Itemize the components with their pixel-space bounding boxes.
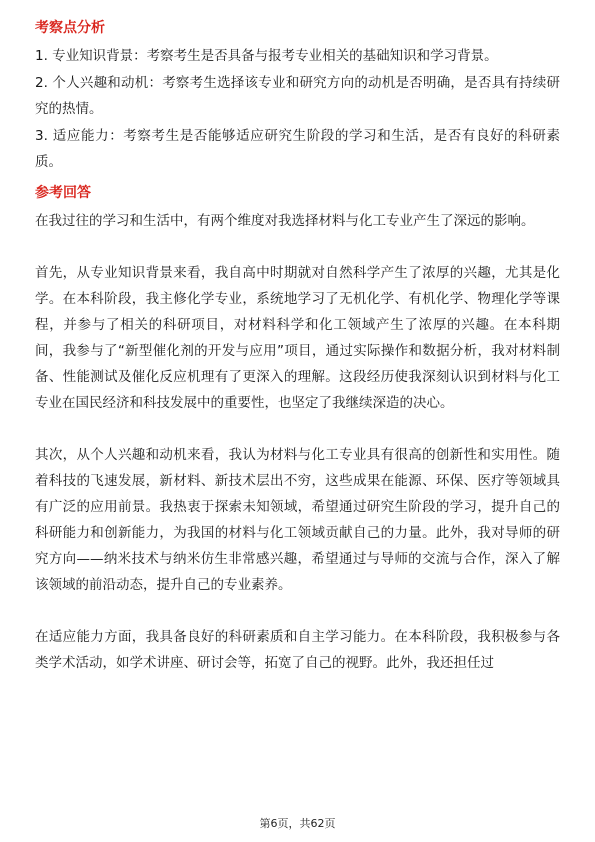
answer-heading: 参考回答: [35, 185, 91, 201]
page-number-footer: 第6页，共62页: [259, 817, 336, 830]
paragraph-spacer: [35, 234, 560, 260]
analysis-point-1: 1. 专业知识背景：考察考生是否具备与报考专业相关的基础知识和学习背景。: [35, 48, 498, 64]
analysis-point-3: 3. 适应能力：考察考生是否能够适应研究生阶段的学习和生活，是否有良好的科研素质。: [35, 128, 560, 170]
analysis-heading: 考察点分析: [35, 20, 105, 36]
answer-paragraph-3: 其次，从个人兴趣和动机来看，我认为材料与化工专业具有很高的创新性和实用性。随着科技的飞速发展，新材料、新技术层出不穷，这些成果在能源、环保、医疗等领域具有广泛的应用前景。我热衷于探索未知领域，希望通过研究生阶段的学习，提升自己的科研能力和创新能力，为我国的材料与化工领域贡献自己的力量。此外，我对导师的研究方向——纳米技术与纳米仿生非常感兴趣，希望通过与导师的交流与合作，深入了解该领域的前沿动态，提升自己的专业素养。: [35, 447, 560, 593]
answer-paragraph-2: 首先，从专业知识背景来看，我自高中时期就对自然科学产生了浓厚的兴趣，尤其是化学。在本科阶段，我主修化学专业，系统地学习了无机化学、有机化学、物理化学等课程，并参与了相关的科研项目，对材料科学和化工领域产生了浓厚的兴趣。在本科期间，我参与了“新型催化剂的开发与应用”项目，通过实际操作和数据分析，我对材料制备、性能测试及催化反应机理有了更深入的理解。这段经历使我深刻认识到材料与化工专业在国民经济和科技发展中的重要性，也坚定了我继续深造的决心。: [35, 265, 560, 411]
answer-paragraph-1: 在我过往的学习和生活中，有两个维度对我选择材料与化工专业产生了深远的影响。: [35, 213, 535, 229]
paragraph-spacer: [35, 416, 560, 442]
paragraph-spacer: [35, 598, 560, 624]
answer-paragraph-4: 在适应能力方面，我具备良好的科研素质和自主学习能力。在本科阶段，我积极参与各类学术活动，如学术讲座、研讨会等，拓宽了自己的视野。此外，我还担任过: [35, 629, 560, 671]
document-page: [35, 18, 560, 676]
analysis-point-2: 2. 个人兴趣和动机：考察考生选择该专业和研究方向的动机是否明确，是否具有持续研究的热情。: [35, 75, 560, 117]
